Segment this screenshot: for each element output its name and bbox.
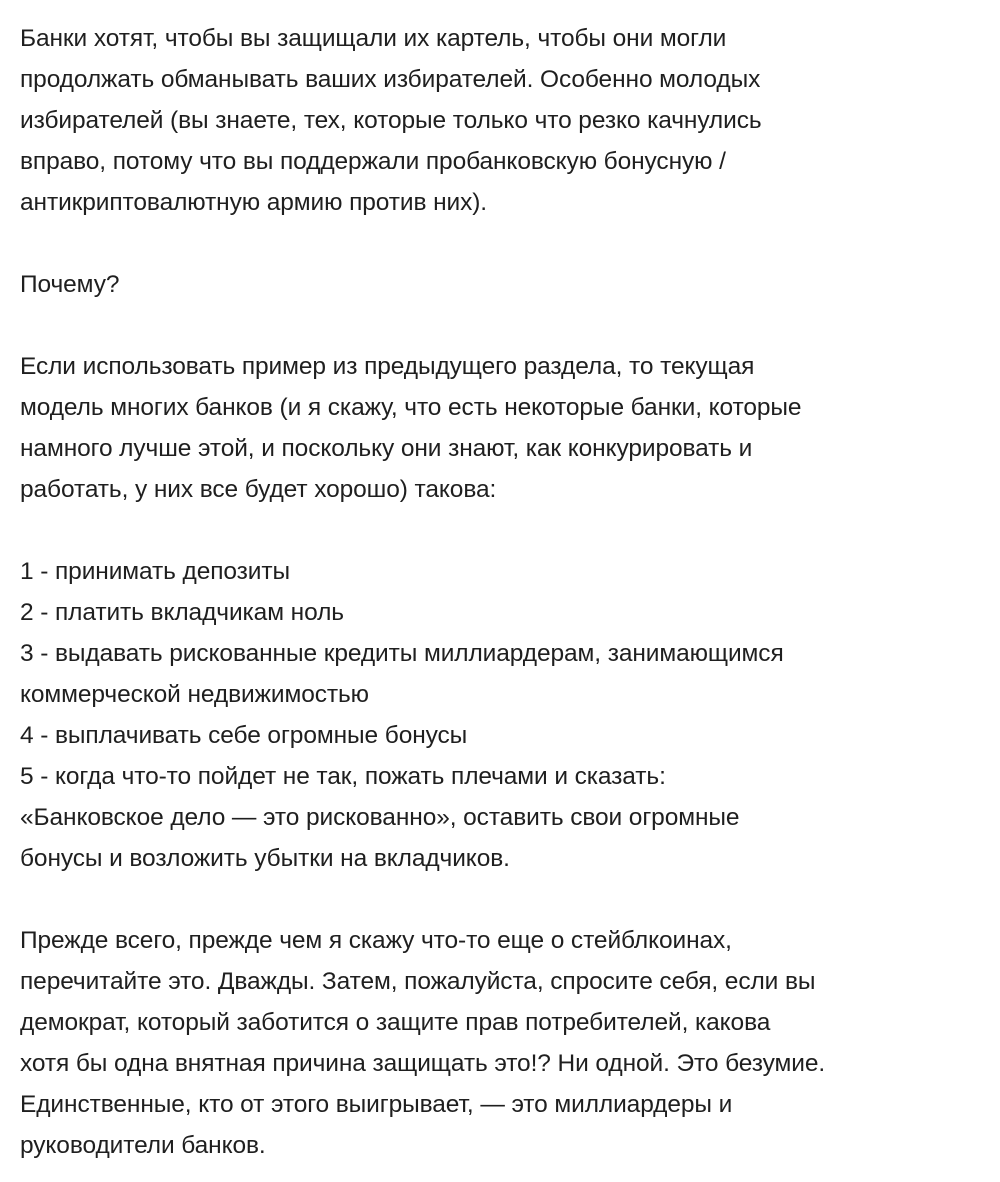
- text-line: Прежде всего, прежде чем я скажу что-то еще о стейблкоинах,: [20, 927, 732, 954]
- text-line: избирателей (вы знаете, тех, которые только что резко качнулись: [20, 107, 762, 134]
- text-line: Банки хотят, чтобы вы защищали их картель, чтобы они могли: [20, 25, 727, 52]
- list-item: [20, 756, 985, 879]
- list-item: [20, 592, 985, 633]
- text-line: 2 - платить вкладчикам ноль: [20, 599, 344, 626]
- text-line: 3 - выдавать рискованные кредиты миллиардерам, занимающимся: [20, 640, 784, 667]
- text-line: коммерческой недвижимостью: [20, 681, 369, 708]
- document-body: [20, 18, 985, 1166]
- text-line: демократ, который заботится о защите прав потребителей, какова: [20, 1009, 771, 1036]
- text-line: перечитайте это. Дважды. Затем, пожалуйста, спросите себя, если вы: [20, 968, 816, 995]
- text-line: Единственные, кто от этого выигрывает, — это миллиардеры и: [20, 1091, 733, 1118]
- text-line: руководители банков.: [20, 1132, 266, 1159]
- paragraph-bank-model-intro: [20, 346, 985, 510]
- list-item: [20, 633, 985, 715]
- text-line: бонусы и возложить убытки на вкладчиков.: [20, 845, 510, 872]
- text-line: хотя бы одна внятная причина защищать это!? Ни одной. Это безумие.: [20, 1050, 826, 1077]
- paragraph-banks-cartel: [20, 18, 985, 223]
- text-line: намного лучше этой, и поскольку они знают, как конкурировать и: [20, 435, 753, 462]
- text-line: продолжать обманывать ваших избирателей. Особенно молодых: [20, 66, 761, 93]
- text-line: 1 - принимать депозиты: [20, 558, 291, 585]
- text-line: 4 - выплачивать себе огромные бонусы: [20, 722, 468, 749]
- paragraph-why: [20, 264, 985, 305]
- text-line: Если использовать пример из предыдущего раздела, то текущая: [20, 353, 755, 380]
- text-line: модель многих банков (и я скажу, что есть некоторые банки, которые: [20, 394, 802, 421]
- list-item: [20, 715, 985, 756]
- bank-model-steps-list: [20, 551, 985, 879]
- text-line: «Банковское дело — это рискованно», оставить свои огромные: [20, 804, 740, 831]
- text-line: вправо, потому что вы поддержали пробанковскую бонусную /: [20, 148, 726, 175]
- text-line: антикриптовалютную армию против них).: [20, 189, 488, 216]
- text-line: работать, у них все будет хорошо) такова:: [20, 476, 497, 503]
- paragraph-conclusion: [20, 920, 985, 1166]
- list-item: [20, 551, 985, 592]
- text-line: Почему?: [20, 271, 120, 298]
- text-line: 5 - когда что-то пойдет не так, пожать плечами и сказать:: [20, 763, 666, 790]
